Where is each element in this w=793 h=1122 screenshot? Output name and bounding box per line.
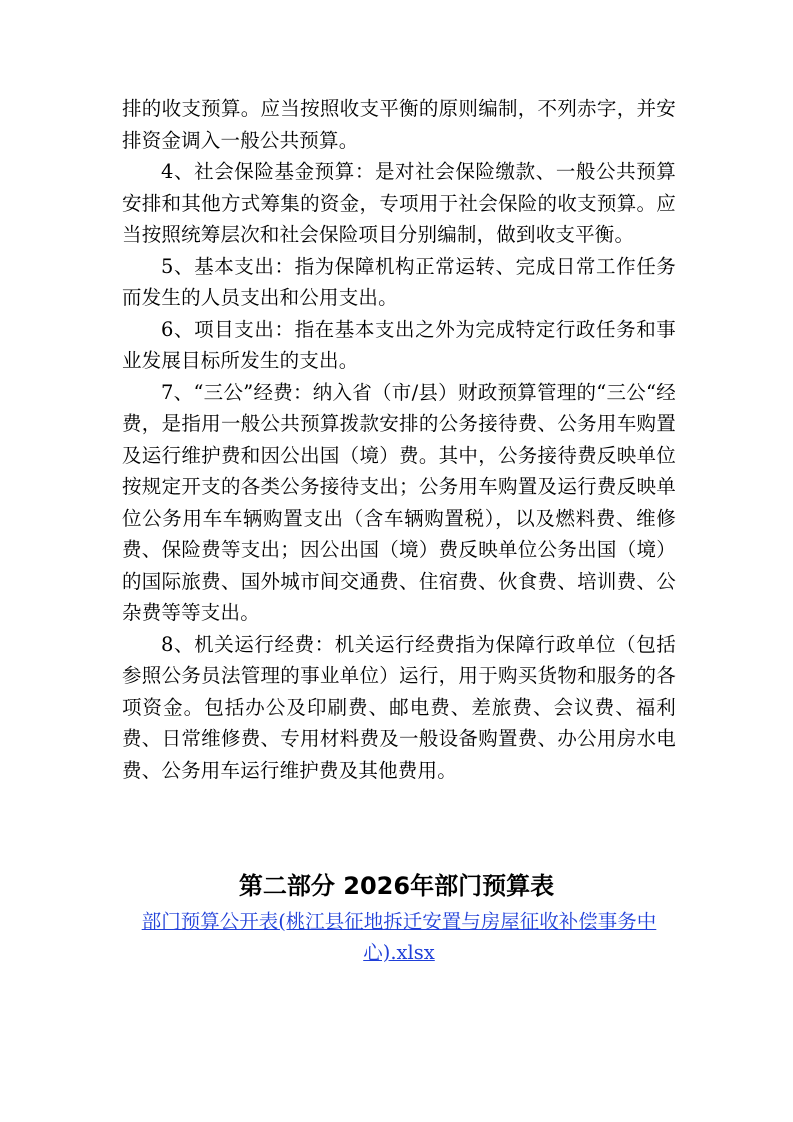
paragraph-project-expenditure: 6、项目支出：指在基本支出之外为完成特定行政任务和事业发展目标所发生的支出。 xyxy=(122,317,676,372)
paragraph-basic-expenditure: 5、基本支出：指为保障机构正常运转、完成日常工作任务而发生的人员支出和公用支出。 xyxy=(122,254,676,309)
attachment-link[interactable]: 部门预算公开表(桃江县征地拆迁安置与房屋征收补偿事务中心).xlsx xyxy=(141,910,657,964)
section-title: 第二部分 2026年部门预算表 xyxy=(238,872,555,900)
paragraph-social-insurance-fund: 4、社会保险基金预算：是对社会保险缴款、一般公共预算安排和其他方式筹集的资金，专项用于社会保险的收支预算。应当按照统筹层次和社会保险项目分别编制，做到收支平衡。 xyxy=(122,160,676,246)
paragraph-three-public-expenses: 7、“三公”经费：纳入省（市/县）财政预算管理的“三公“经费，是指用一般公共预算拨款安排的公务接待费、公务用车购置及运行维护费和因公出国（境）费。其中，公务接待费反映单位按规定开支的各类公务接待支出；公务用车购置及运行费反映单位公务用车车辆购置支出（含车辆购置税），以及燃料费、维修费、保险费等支出；因公出国（境）费反映单位公务出国（境）的国际旅费、国外城市间交通费、住宿费、伙食费、培训费、公杂费等等支出。 xyxy=(122,380,676,624)
paragraph-agency-operating-expenses: 8、机关运行经费：机关运行经费指为保障行政单位（包括参照公务员法管理的事业单位）运行，用于购买货物和服务的各项资金。包括办公及印刷费、邮电费、差旅费、会议费、福利费、日常维修费、专用材料费及一般设备购置费、办公用房水电费、公务用车运行维护费及其他费用。 xyxy=(122,632,676,782)
paragraph-budget-balance: 排的收支预算。应当按照收支平衡的原则编制，不列赤字，并安排资金调入一般公共预算。 xyxy=(122,97,676,152)
document-body xyxy=(122,93,676,786)
